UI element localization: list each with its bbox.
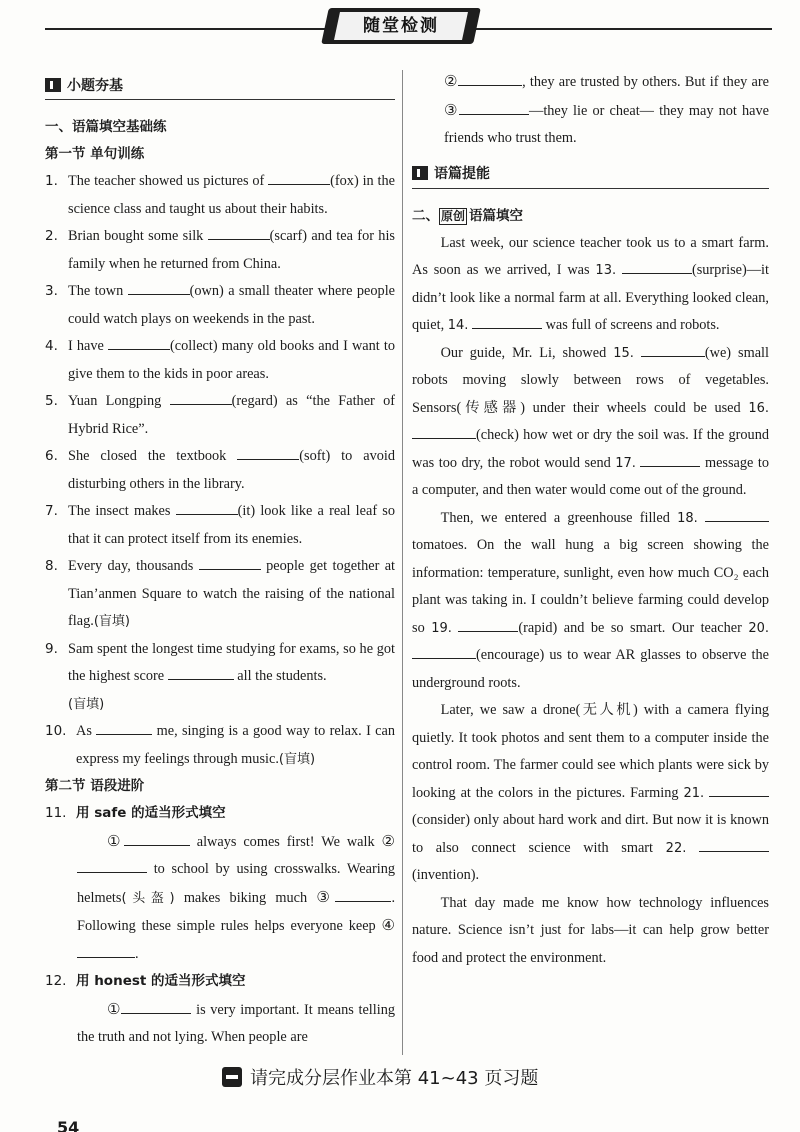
- answer-blank[interactable]: [128, 280, 190, 295]
- question-number: 12.: [45, 973, 67, 989]
- passage-text: tomatoes. On the wall hung a big screen showing the information: temperature, sunlight, even how much CO₂ each plant was taking in. I couldn’t believe farming could develop so: [412, 537, 769, 636]
- passage-text: always comes first! We walk: [196, 833, 375, 850]
- answer-blank[interactable]: [168, 665, 234, 680]
- answer-blank[interactable]: [108, 335, 170, 350]
- passage-text: to school by using crosswalks. Wearing helmets: [77, 861, 395, 906]
- answer-blank[interactable]: [705, 507, 769, 522]
- page-number: 54: [57, 1118, 80, 1132]
- blank-marker-4: ④: [381, 916, 395, 934]
- answer-blank[interactable]: [412, 424, 476, 439]
- question-text: Sam spent the longest time studying for exams, so he got the highest score: [68, 640, 395, 684]
- question-number: 6.: [45, 448, 58, 464]
- question-1: [45, 168, 395, 223]
- passage-text: —they lie or cheat— they may not have friends who trust them.: [444, 102, 769, 146]
- question-text: She closed the textbook: [68, 448, 227, 464]
- header-rule-right: [472, 28, 772, 30]
- answer-blank[interactable]: [199, 555, 261, 570]
- question-number: 10.: [45, 723, 67, 739]
- question-number: 5.: [45, 393, 58, 409]
- answer-blank[interactable]: [472, 314, 542, 329]
- question-10: [45, 718, 395, 773]
- question-text: me, singing is a good way to relax. I can express my feelings through music.: [76, 723, 396, 767]
- answer-blank[interactable]: [699, 837, 769, 852]
- question-number: 3.: [45, 283, 58, 299]
- column-divider: [402, 70, 403, 1055]
- word-gloss: (头盔): [121, 890, 175, 906]
- part2-subtitle: 第二节 语段进阶: [45, 778, 145, 794]
- word-hint: (consider): [412, 812, 470, 828]
- answer-blank[interactable]: [459, 100, 529, 115]
- question-6: [45, 443, 395, 498]
- part-number: 二、: [412, 207, 439, 224]
- blank-number: 20.: [748, 620, 770, 636]
- question-number: 9.: [45, 640, 58, 657]
- answer-blank[interactable]: [412, 644, 476, 659]
- blind-fill-tag: (盲填): [278, 751, 316, 767]
- passage-text: and be so smart. Our teacher: [563, 619, 742, 636]
- passage-text: is very important. It means telling the truth and not lying. When people are: [77, 1001, 396, 1045]
- word-hint: (encourage): [476, 647, 545, 663]
- question-12-passage: [45, 996, 395, 1052]
- passage-text: makes biking much: [183, 889, 308, 906]
- answer-blank[interactable]: [170, 390, 232, 405]
- question-5: [45, 388, 395, 443]
- question-instruction: 用 safe 的适当形式填空: [76, 805, 226, 821]
- passage-text: Our guide, Mr. Li, showed: [440, 344, 607, 361]
- passage-paragraph-4: [412, 697, 769, 890]
- question-text: Brian bought some silk: [68, 228, 204, 244]
- homework-icon: [222, 1067, 242, 1087]
- passage-text: was full of screens and robots.: [545, 317, 720, 333]
- question-text: and tea for his family when he returned from China.: [68, 228, 395, 272]
- answer-blank[interactable]: [640, 452, 700, 467]
- word-hint: (it): [237, 503, 256, 519]
- answer-blank[interactable]: [208, 225, 270, 240]
- passage-paragraph-2: [412, 340, 769, 505]
- header-title: 随堂检测: [363, 16, 439, 36]
- word-hint: (fox): [330, 173, 359, 189]
- question-text: a small theater where people could watch plays on weekends in the past.: [68, 283, 396, 327]
- answer-blank[interactable]: [77, 858, 147, 873]
- blank-number: 17.: [615, 455, 636, 471]
- question-12-passage-cont: [412, 68, 769, 153]
- question-text: many old books and I want to give them to the kids in poor areas.: [68, 338, 395, 382]
- word-hint: (surprise): [691, 262, 747, 278]
- answer-blank[interactable]: [176, 500, 238, 515]
- word-hint: (regard): [231, 393, 278, 409]
- blank-number: 14.: [447, 318, 469, 333]
- question-number: 11.: [45, 805, 67, 821]
- blind-fill-tag: (盲填): [68, 696, 105, 712]
- passage-text: us to wear AR glasses to observe the underground roots.: [412, 647, 769, 691]
- homework-reminder-text: 请完成分层作业本第 41~43 页习题: [250, 1068, 539, 1089]
- question-3: [45, 278, 395, 333]
- question-text: I have: [68, 338, 104, 354]
- blank-marker-2: ②: [381, 831, 395, 850]
- word-hint: (collect): [170, 338, 218, 354]
- question-text: Yuan Longping: [68, 393, 162, 409]
- question-text: all the students.: [237, 668, 327, 684]
- header-rule-left: [45, 28, 330, 30]
- part-title-text: 语篇填空: [469, 207, 524, 224]
- blank-number: 19.: [431, 620, 452, 636]
- answer-blank[interactable]: [641, 342, 705, 357]
- question-text: people get together at Tian’anmen Square to watch the raising of the national flag.: [68, 558, 396, 629]
- question-text: The insect makes: [68, 503, 171, 519]
- question-4: [45, 333, 395, 388]
- passage-text: , they are trusted by others. But if they are: [522, 74, 769, 90]
- question-7: [45, 498, 395, 553]
- word-hint: (own): [189, 283, 224, 299]
- blind-fill-tag: (盲填): [93, 614, 130, 629]
- part1-subtitle: 第一节 单句训练: [45, 146, 145, 162]
- question-11-passage: [45, 828, 395, 969]
- question-2: [45, 223, 395, 278]
- question-number: 4.: [45, 338, 58, 354]
- part1-title: 一、语篇填空基础练: [45, 119, 167, 135]
- question-number: 2.: [45, 228, 58, 244]
- answer-blank[interactable]: [622, 259, 692, 274]
- answer-blank[interactable]: [458, 71, 522, 86]
- blank-number: 13.: [595, 263, 617, 278]
- part2-title: [412, 203, 769, 230]
- answer-blank[interactable]: [124, 831, 190, 846]
- blank-number: 21.: [683, 785, 705, 801]
- answer-blank[interactable]: [335, 887, 391, 902]
- passage-text: only about hard work and dirt. But now it is known to also connect science with smart: [412, 812, 769, 856]
- section-title-advanced: [412, 159, 769, 189]
- passage-text: —it didn’t look like a normal farm at all. Everything looked clean, quiet,: [412, 262, 769, 333]
- left-column: [45, 70, 395, 1052]
- passage-text: . Following these simple rules helps everyone keep: [77, 889, 396, 934]
- question-text: in the science class and taught us about their habits.: [68, 173, 395, 217]
- passage-text: .: [475, 867, 480, 883]
- word-hint: (scarf): [269, 228, 307, 244]
- word-hint: (check): [476, 427, 519, 443]
- passage-text: how wet or dry the soil was. If the ground was too dry, the robot would send: [412, 427, 769, 471]
- blank-marker-3: ③: [444, 100, 460, 119]
- passage-text: small robots moving slowly between rows of vegetables. Sensors(传感器) under their wheels could be used: [412, 344, 770, 416]
- blank-marker-1: ①: [107, 831, 124, 850]
- blank-marker-3: ③: [316, 887, 336, 906]
- answer-blank[interactable]: [709, 782, 769, 797]
- question-text: look like a real leaf so that it can protect itself from its enemies.: [68, 503, 395, 547]
- passage-text: message to a computer, and then water would come out of the ground.: [412, 454, 770, 498]
- original-badge: 原创: [441, 208, 466, 223]
- question-instruction: 用 honest 的适当形式填空: [76, 973, 246, 989]
- question-text: to avoid disturbing others in the library.: [68, 448, 395, 492]
- blank-number: 16.: [748, 400, 769, 416]
- passage-paragraph-5: [412, 890, 769, 973]
- section-title-text: 语篇提能: [434, 166, 490, 182]
- word-hint: (invention): [412, 867, 476, 883]
- passage-text: .: [135, 945, 139, 962]
- answer-blank[interactable]: [237, 445, 299, 460]
- question-text: as “the Father of Hybrid Rice”.: [68, 393, 396, 437]
- question-12: [45, 968, 395, 996]
- section-title-text: 小题夯基: [67, 77, 123, 94]
- question-number: 8.: [45, 558, 58, 574]
- question-8: [45, 553, 395, 636]
- word-hint: (we): [704, 344, 732, 361]
- question-11: [45, 800, 395, 828]
- passage-paragraph-1: [412, 230, 769, 340]
- word-hint: (rapid): [518, 619, 558, 636]
- blank-marker-2: ②: [444, 72, 459, 90]
- answer-blank[interactable]: [77, 943, 135, 958]
- passage-text: Then, we entered a greenhouse filled: [440, 509, 670, 526]
- answer-blank[interactable]: [96, 720, 152, 735]
- passage-text: Later, we saw a drone(无人机) with a camera flying quietly. It took photos and sent them to a computer inside the control room. The farmer could see which plants were sick by looking at the colors in the pictures. Farming: [412, 702, 769, 801]
- book-icon: [412, 166, 428, 180]
- question-text: As: [76, 723, 92, 739]
- question-text: Every day, thousands: [68, 558, 194, 574]
- right-column: [412, 70, 769, 972]
- question-text: The town: [68, 283, 124, 299]
- blank-marker-1: ①: [107, 999, 122, 1018]
- section-title-basic: [45, 70, 395, 100]
- passage-paragraph-3: [412, 505, 769, 698]
- answer-blank[interactable]: [268, 170, 330, 185]
- blank-number: 18.: [677, 510, 698, 526]
- question-number: 7.: [45, 503, 58, 519]
- passage-text: That day made me know how technology influences nature. Science isn’t just for labs—it can help grow better food and protect the environment.: [412, 894, 769, 966]
- homework-reminder: [222, 1064, 538, 1090]
- question-text: The teacher showed us pictures of: [68, 173, 265, 189]
- blank-number: 15.: [613, 345, 634, 361]
- word-hint: (soft): [299, 448, 331, 464]
- answer-blank[interactable]: [458, 617, 518, 632]
- passage-text: Last week, our science teacher took us to a smart farm. As soon as we arrived, I was: [412, 234, 769, 278]
- question-9: [45, 636, 395, 719]
- question-number: 1.: [45, 173, 58, 189]
- book-icon: [45, 78, 61, 92]
- answer-blank[interactable]: [121, 999, 191, 1014]
- blank-number: 22.: [665, 840, 687, 856]
